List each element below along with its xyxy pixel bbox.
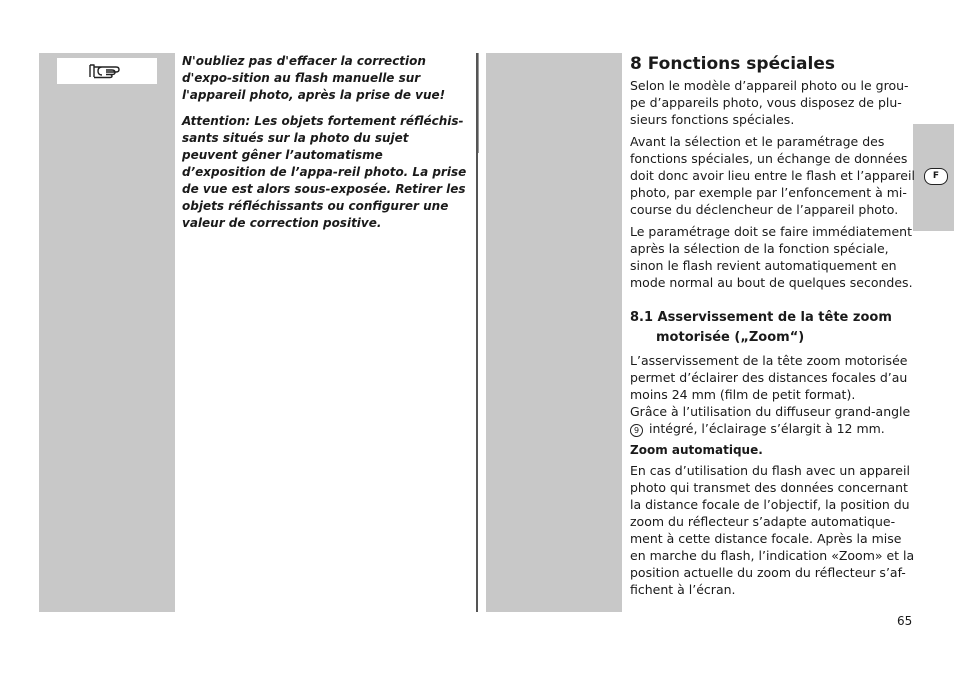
section-paragraph: Le paramétrage doit se faire immédiatement après la sélection de la fonction spéciale, sinon le flash revient automatiquement en mode normal au bout de quelques secondes. [630,224,913,290]
note-icon-box [57,58,157,84]
subsection-title-line2: motorisée („Zoom“) [656,330,805,345]
zoom-intro: L’asservissement de la tête zoom motorisée permet d’éclairer des distances focales d’au moins 24 mm (film de petit format). [630,353,908,402]
pointing-hand-icon [86,62,128,80]
reference-number-badge: 9 [630,424,643,437]
subsection-title-line1: 8.1 Asservissement de la tête zoom [630,310,892,325]
note-attention: Attention: Les objets fortement réfléchis-sants situés sur la photo du sujet peuvent gêner l’automatisme d’exposition de l’appa-reil photo. La prise de vue est alors sous-exposée. Retirer les objets réfléchissants ou configurer une valeur de correction positive. [182,114,467,230]
section-paragraph: Avant la sélection et le paramétrage des fonctions spéciales, un échange de données doit donc avoir lieu entre le flash et l’appareil photo, par exemple par l’enfoncement à mi-course du déclencheur de l’appareil photo. [630,134,915,217]
page-number: 65 [897,614,913,628]
right-margin-band [486,53,622,612]
language-badge: F [924,168,948,185]
left-margin-band [39,53,175,612]
subsection-title [630,308,916,348]
section-title: 8 Fonctions spéciales [630,54,835,74]
note-reminder: N'oubliez pas d'effacer la correction d'expo-sition au flash manuelle sur l'appareil photo, après la prise de vue! [182,54,446,102]
auto-zoom-paragraph: En cas d’utilisation du flash avec un appareil photo qui transmet des données concernant la distance focale de l’objectif, la position du zoom du réflecteur s’adapte automatique-ment à cette distance focale. Après la mise en marche du flash, l’indication «Zoom» et la position actuelle du zoom du réflecteur s’af-fichent à l’écran. [630,463,915,597]
diffuser-text: Grâce à l’utilisation du diffuseur grand-angle [630,404,911,419]
section-paragraph: Selon le modèle d’appareil photo ou le grou-pe d’appareils photo, vous disposez de plu-sieurs fonctions spéciales. [630,78,909,127]
diffuser-text-cont: intégré, l’éclairage s’élargit à 12 mm. [649,421,885,436]
main-content [630,53,916,603]
left-notes [182,53,468,241]
auto-zoom-heading: Zoom automatique. [630,443,763,457]
column-divider-accent [478,53,479,153]
subsection-paragraph [630,352,916,437]
